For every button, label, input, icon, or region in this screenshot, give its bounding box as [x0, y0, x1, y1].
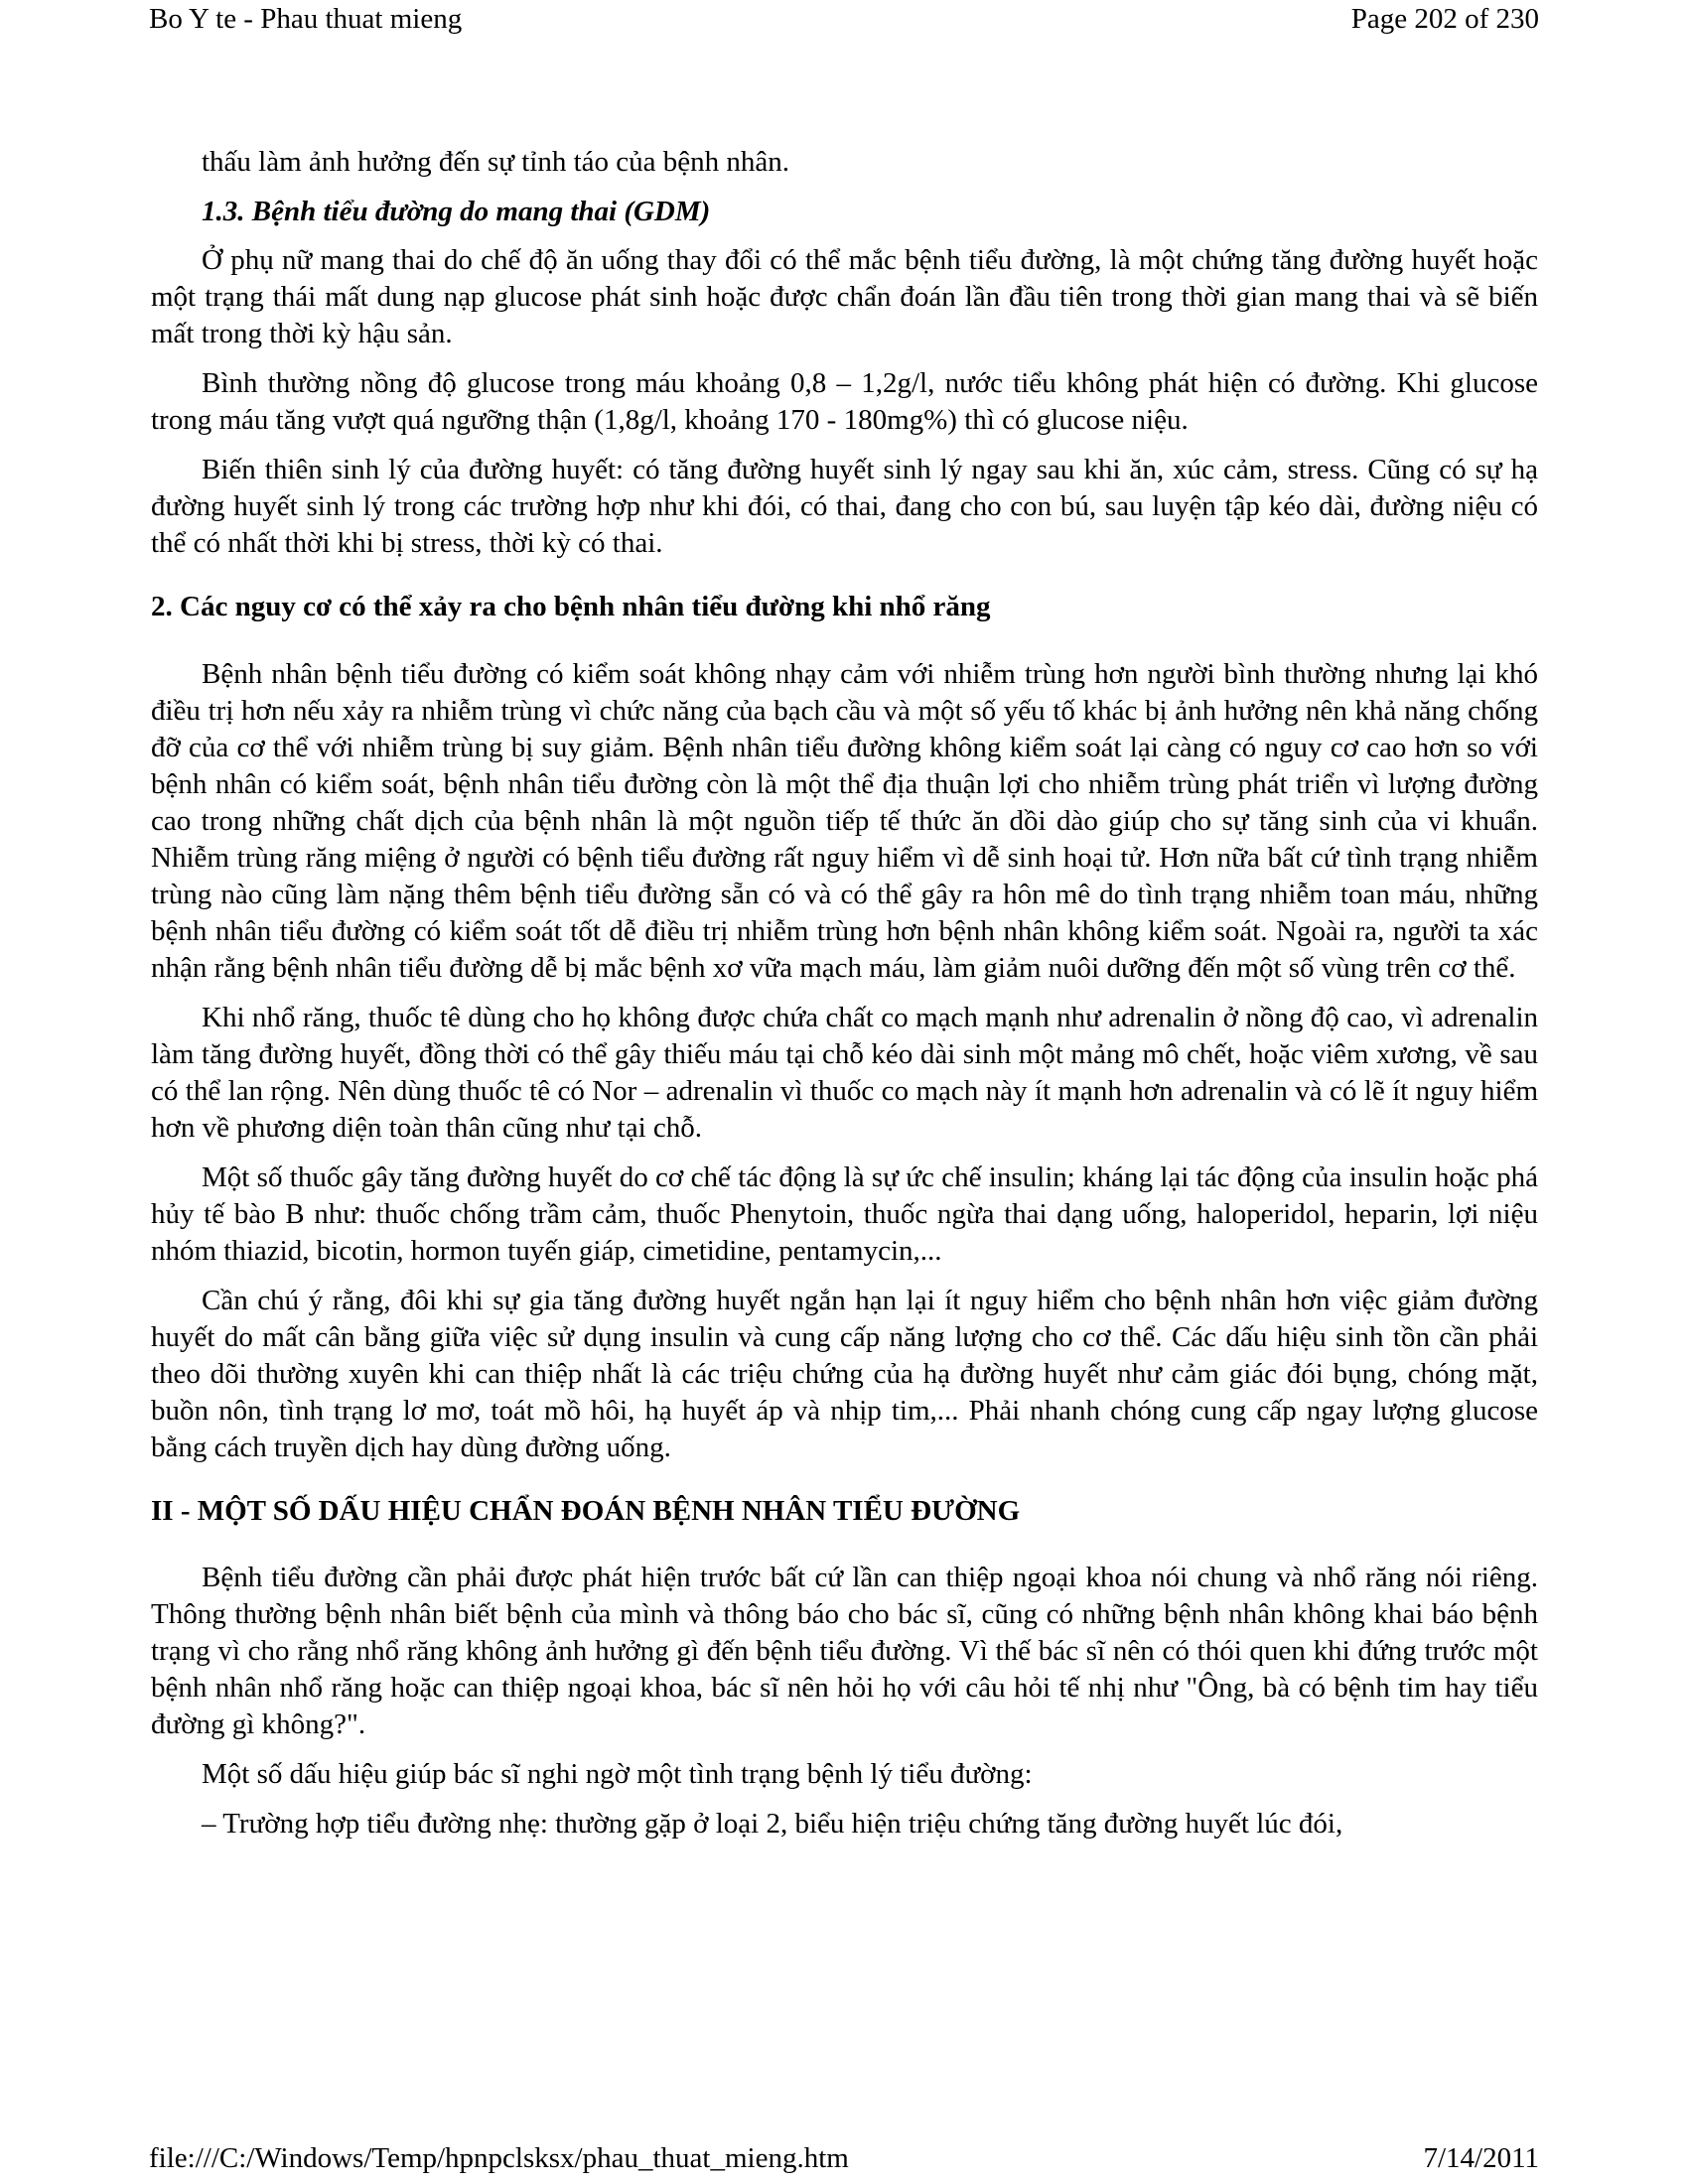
section-heading-risks: 2. Các nguy cơ có thể xảy ra cho bệnh nhân tiểu đường khi nhổ răng	[151, 591, 991, 622]
paragraph-gdm-definition: Ở phụ nữ mang thai do chế độ ăn uống thay đổi có thể mắc bệnh tiểu đường, là một chứng tăng đường huyết hoặc một trạng thái mất dung nạp glucose phát sinh hoặc được chẩn đoán lần đầu tiên trong thời gian mang thai và sẽ biến mất trong thời kỳ hậu sản.	[151, 244, 1538, 349]
paragraph-physiological-variation: Biến thiên sinh lý của đường huyết: có tăng đường huyết sinh lý ngay sau khi ăn, xúc cảm, stress. Cũng có sự hạ đường huyết sinh lý trong các trường hợp như khi đói, có thai, đang cho con bú, sau luyện tập kéo dài, đường niệu có thể có nhất thời khi bị stress, thời kỳ có thai.	[151, 454, 1538, 559]
print-date: 7/14/2011	[1423, 2142, 1539, 2174]
document-body	[151, 144, 1538, 1855]
paragraph-drugs: Một số thuốc gây tăng đường huyết do cơ chế tác động là sự ức chế insulin; kháng lại tác động của insulin hoặc phá hủy tế bào B như: thuốc chống trầm cảm, thuốc Phenytoin, thuốc ngừa thai dạng uống, haloperidol, heparin, lợi niệu nhóm thiazid, bicotin, hormon tuyến giáp, cimetidine, pentamycin,...	[151, 1161, 1538, 1267]
section-heading-diagnosis: II - MỘT SỐ DẤU HIỆU CHẨN ĐOÁN BỆNH NHÂN TIỂU ĐƯỜNG	[151, 1495, 1021, 1527]
file-path: file:///C:/Windows/Temp/hpnpclsksx/phau_thuat_mieng.htm	[149, 2142, 849, 2174]
paragraph-normal-glucose: Bình thường nồng độ glucose trong máu khoảng 0,8 – 1,2g/l, nước tiểu không phát hiện có đường. Khi glucose trong máu tăng vượt quá ngưỡng thận (1,8g/l, khoảng 170 - 180mg%) thì có glucose niệu.	[151, 367, 1538, 436]
paragraph-infection-risk: Bệnh nhân bệnh tiểu đường có kiểm soát không nhạy cảm với nhiễm trùng hơn người bình thường nhưng lại khó điều trị hơn nếu xảy ra nhiễm trùng vì chức năng của bạch cầu và một số yếu tố khác bị ảnh hưởng nên khả năng chống đỡ của cơ thể với nhiễm trùng bị suy giảm. Bệnh nhân tiểu đường không kiểm soát lại càng có nguy cơ cao hơn so với bệnh nhân có kiểm soát, bệnh nhân tiểu đường còn là một thể địa thuận lợi cho nhiễm trùng phát triển vì lượng đường cao trong những chất dịch của bệnh nhân là một nguồn tiếp tế thức ăn dồi dào giúp cho sự tăng sinh của vi khuẩn. Nhiễm trùng răng miệng ở người có bệnh tiểu đường rất nguy hiểm vì dễ sinh hoại tử. Hơn nữa bất cứ tình trạng nhiễm trùng nào cũng làm nặng thêm bệnh tiểu đường sẵn có và có thể gây ra hôn mê do tình trạng nhiễm toan máu, những bệnh nhân tiểu đường có kiểm soát tốt dễ điều trị nhiễm trùng hơn bệnh nhân không kiểm soát. Ngoài ra, người ta xác nhận rằng bệnh nhân tiểu đường dễ bị mắc bệnh xơ vữa mạch máu, làm giảm nuôi dưỡng đến một số vùng trên cơ thể.	[151, 658, 1538, 984]
paragraph-hypoglycemia: Cần chú ý rằng, đôi khi sự gia tăng đường huyết ngắn hạn lại ít nguy hiểm cho bệnh nhân hơn việc giảm đường huyết do mất cân bằng giữa việc sử dụng insulin và cung cấp năng lượng cho cơ thể. Các dấu hiệu sinh tồn cần phải theo dõi thường xuyên khi can thiệp nhất là các triệu chứng của hạ đường huyết như cảm giác đói bụng, chóng mặt, buồn nôn, tình trạng lơ mơ, toát mồ hôi, hạ huyết áp và nhịp tim,... Phải nhanh chóng cung cấp ngay lượng glucose bằng cách truyền dịch hay dùng đường uống.	[151, 1285, 1538, 1463]
paragraph-detection: Bệnh tiểu đường cần phải được phát hiện trước bất cứ lần can thiệp ngoại khoa nói chung và nhổ răng nói riêng. Thông thường bệnh nhân biết bệnh của mình và thông báo cho bác sĩ, cũng có những bệnh nhân không khai báo bệnh trạng vì cho rằng nhổ răng không ảnh hưởng gì đến bệnh tiểu đường. Vì thế bác sĩ nên có thói quen khi đứng trước một bệnh nhân nhổ răng hoặc can thiệp ngoại khoa, bác sĩ nên hỏi họ với câu hỏi tế nhị như "Ông, bà có bệnh tim hay tiểu đường gì không?".	[151, 1562, 1538, 1740]
page-number: Page 202 of 230	[1350, 3, 1539, 35]
paragraph-signs-intro: Một số dấu hiệu giúp bác sĩ nghi ngờ một tình trạng bệnh lý tiểu đường:	[202, 1758, 1033, 1790]
document-title: Bo Y te - Phau thuat mieng	[149, 3, 463, 35]
subheading-gdm: 1.3. Bệnh tiểu đường do mang thai (GDM)	[202, 196, 711, 227]
paragraph-continuation: thấu làm ảnh hưởng đến sự tỉnh táo của bệnh nhân.	[202, 146, 789, 178]
page-header	[149, 0, 1539, 40]
paragraph-anesthetic: Khi nhổ răng, thuốc tê dùng cho họ không được chứa chất co mạch mạnh như adrenalin ở nồng độ cao, vì adrenalin làm tăng đường huyết, đồng thời có thể gây thiếu máu tại chỗ kéo dài sinh một mảng mô chết, hoặc viêm xương, về sau có thể lan rộng. Nên dùng thuốc tê có Nor – adrenalin vì thuốc co mạch này ít mạnh hơn adrenalin và có lẽ ít nguy hiểm hơn về phương diện toàn thân cũng như tại chỗ.	[151, 1002, 1538, 1144]
paragraph-mild-case: – Trường hợp tiểu đường nhẹ: thường gặp ở loại 2, biểu hiện triệu chứng tăng đường huyết lúc đói,	[202, 1808, 1343, 1840]
page-footer	[149, 2139, 1539, 2179]
